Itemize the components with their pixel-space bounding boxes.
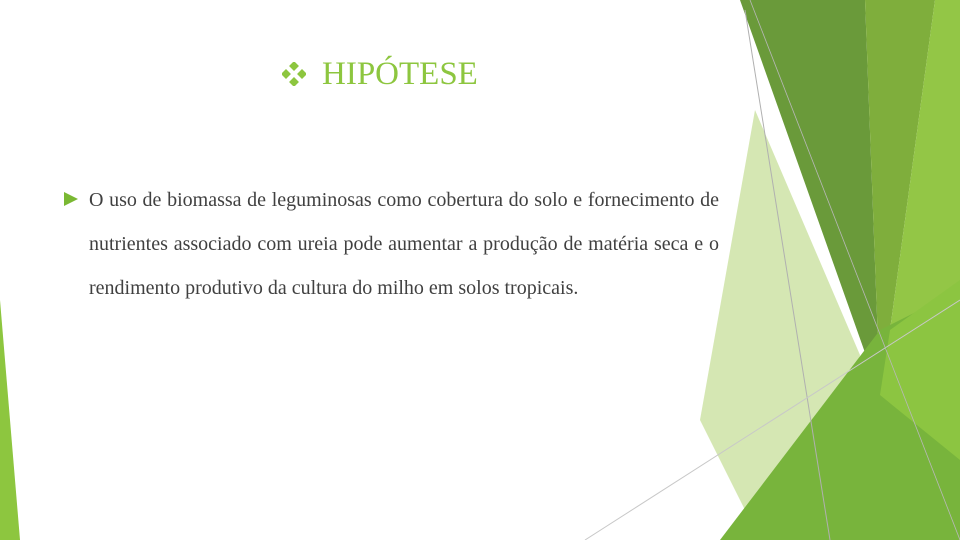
title-text: HIPÓTESE <box>322 55 478 92</box>
slide-title <box>282 52 478 96</box>
left-edge-shape <box>0 300 20 540</box>
bullet-item <box>64 178 720 310</box>
bullet-text: O uso de biomassa de leguminosas como cobertura do solo e fornecimento de nutrientes associado com ureia pode aumentar a produção de matéria seca e o rendimento produtivo da cultura do milho em solos tropicais. <box>89 189 719 299</box>
arrowhead-bullet-icon <box>64 192 78 206</box>
diamond-bullet-icon <box>282 62 306 86</box>
